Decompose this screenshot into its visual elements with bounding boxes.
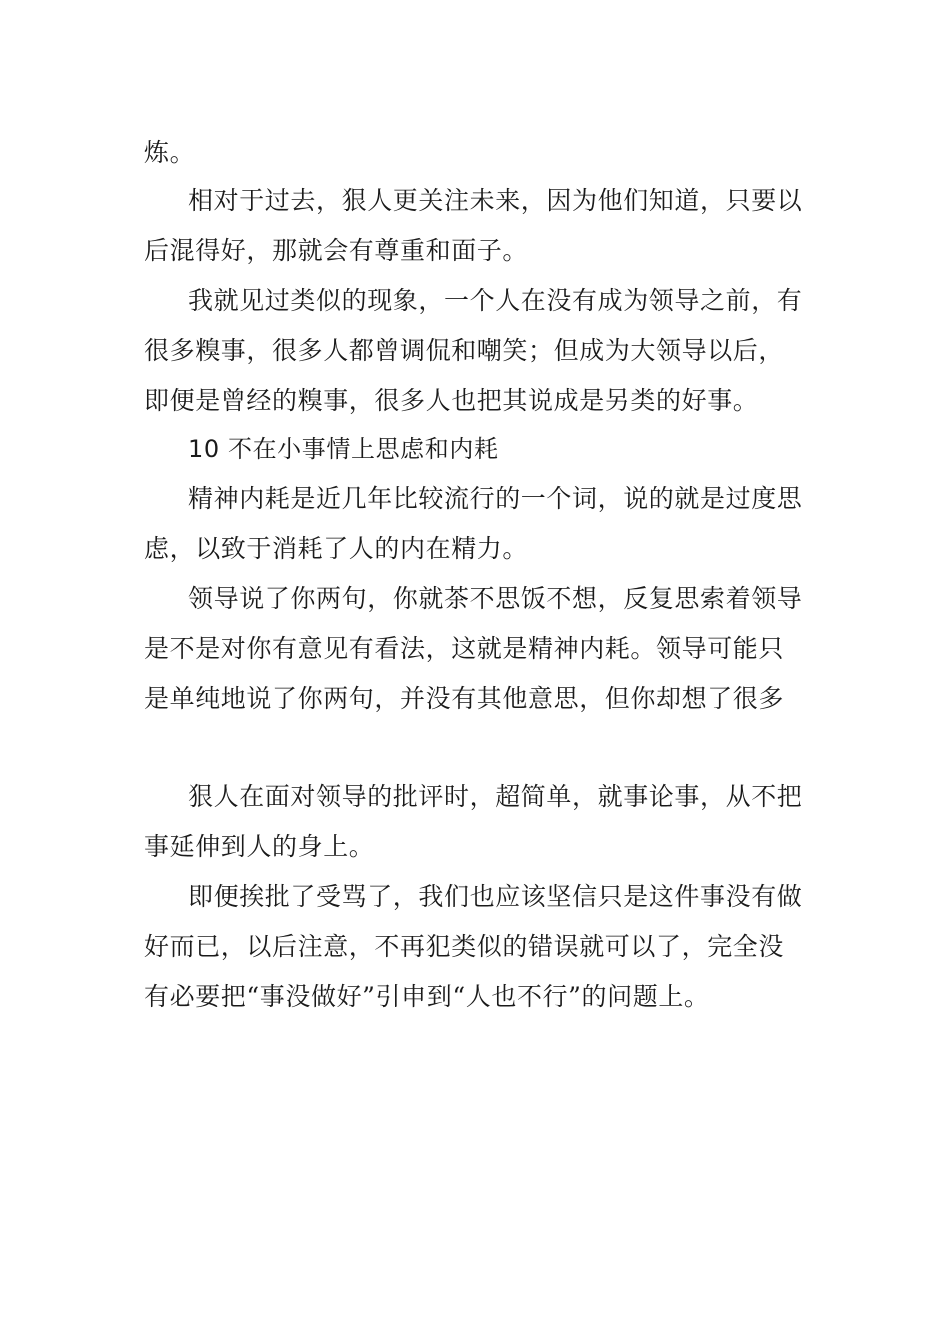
paragraph-line: 是不是对你有意见有看法，这就是精神内耗。领导可能只: [144, 634, 785, 663]
paragraph-line: 虑，以致于消耗了人的内在精力。: [144, 534, 529, 563]
paragraph-line: 后混得好，那就会有尊重和面子。: [144, 236, 529, 265]
paragraph-line: 狠人在面对领导的批评时，超简单，就事论事，从不把: [188, 782, 803, 811]
paragraph-line: 好而已，以后注意，不再犯类似的错误就可以了，完全没: [144, 932, 785, 961]
paragraph-line: 是单纯地说了你两句，并没有其他意思，但你却想了很多: [144, 684, 785, 713]
paragraph-line: 很多糗事，很多人都曾调侃和嘲笑；但成为大领导以后，: [144, 336, 785, 365]
paragraph-line: 相对于过去，狠人更关注未来，因为他们知道，只要以: [188, 186, 803, 215]
paragraph-line: 即便挨批了受骂了，我们也应该坚信只是这件事没有做: [188, 882, 803, 911]
paragraph-line: 事延伸到人的身上。: [144, 832, 375, 861]
paragraph-line: 我就见过类似的现象，一个人在没有成为领导之前，有: [188, 286, 803, 315]
paragraph-line: 即便是曾经的糗事，很多人也把其说成是另类的好事。: [144, 386, 759, 415]
paragraph-line: 精神内耗是近几年比较流行的一个词，说的就是过度思: [188, 484, 803, 513]
paragraph-line: 炼。: [144, 138, 196, 167]
paragraph-line: 有必要把“事没做好”引申到“人也不行”的问题上。: [144, 982, 710, 1011]
paragraph-line: 领导说了你两句，你就茶不思饭不想，反复思索着领导: [188, 584, 803, 613]
section-heading: 10 不在小事情上思虑和内耗: [188, 435, 499, 463]
